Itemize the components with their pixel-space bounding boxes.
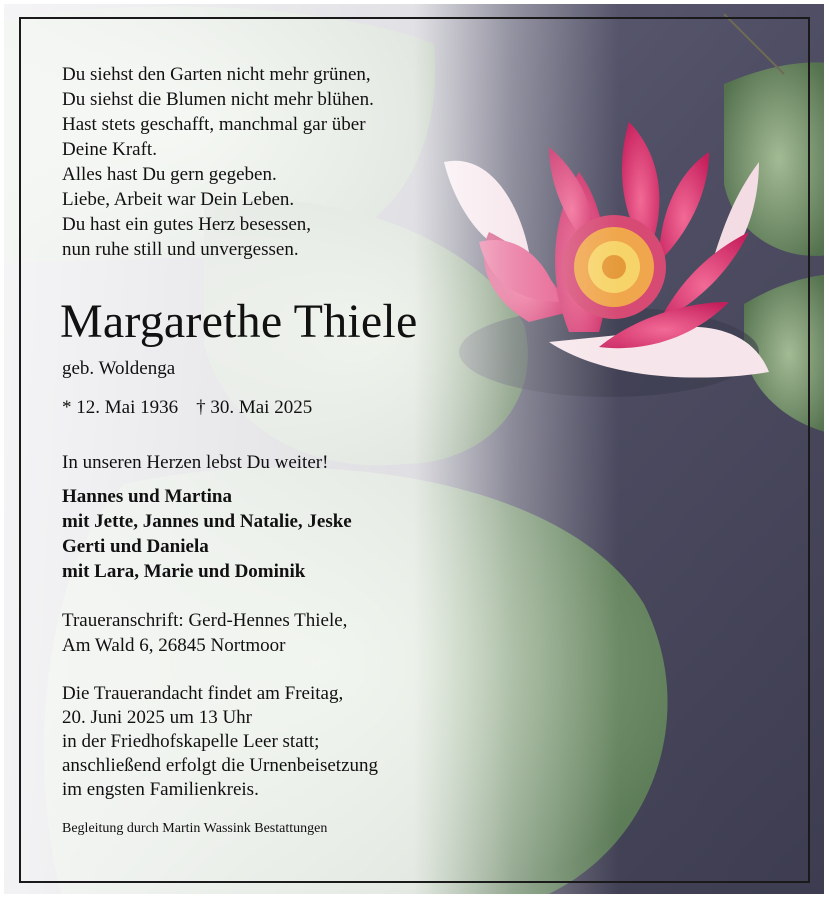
mourner-line: Hannes und Martina <box>62 486 232 507</box>
mourner-line: Gerti und Daniela <box>62 536 209 557</box>
mourner-line: mit Jette, Jannes und Natalie, Jeske <box>62 511 352 532</box>
poem-line: Du siehst die Blumen nicht mehr blühen. <box>62 89 374 110</box>
death-date: † 30. Mai 2025 <box>196 397 313 418</box>
deceased-name: Margarethe Thiele <box>60 295 418 348</box>
ceremony-line: anschließend erfolgt die Urnenbeisetzung <box>62 755 379 776</box>
obituary-card <box>4 4 824 894</box>
birth-name: geb. Woldenga <box>62 358 176 379</box>
mourner-line: mit Lara, Marie und Dominik <box>62 561 306 582</box>
poem-line: Deine Kraft. <box>62 139 157 160</box>
poem-line: Alles hast Du gern gegeben. <box>62 164 277 185</box>
motto: In unseren Herzen lebst Du weiter! <box>62 452 329 473</box>
ceremony-line: in der Friedhofskapelle Leer statt; <box>62 731 320 752</box>
poem-line: Du hast ein gutes Herz besessen, <box>62 214 312 235</box>
poem-line: Du siehst den Garten nicht mehr grünen, <box>62 64 371 85</box>
funeral-home: Begleitung durch Martin Wassink Bestattungen <box>62 821 328 836</box>
mourning-address <box>62 608 347 658</box>
mourners <box>62 484 352 584</box>
ceremony-line: im engsten Familienkreis. <box>62 779 259 800</box>
life-dates <box>62 397 312 419</box>
poem-line: Hast stets geschafft, manchmal gar über <box>62 114 366 135</box>
ceremony-line: 20. Juni 2025 um 13 Uhr <box>62 707 252 728</box>
poem-line: Liebe, Arbeit war Dein Leben. <box>62 189 295 210</box>
poem-line: nun ruhe still und unvergessen. <box>62 239 299 260</box>
poem <box>62 62 374 262</box>
birth-date: * 12. Mai 1936 <box>62 397 179 418</box>
address-line: Traueranschrift: Gerd-Hennes Thiele, <box>62 610 348 631</box>
ceremony-line: Die Trauerandacht findet am Freitag, <box>62 683 344 704</box>
ceremony-info <box>62 682 378 802</box>
address-line: Am Wald 6, 26845 Nortmoor <box>62 635 286 656</box>
